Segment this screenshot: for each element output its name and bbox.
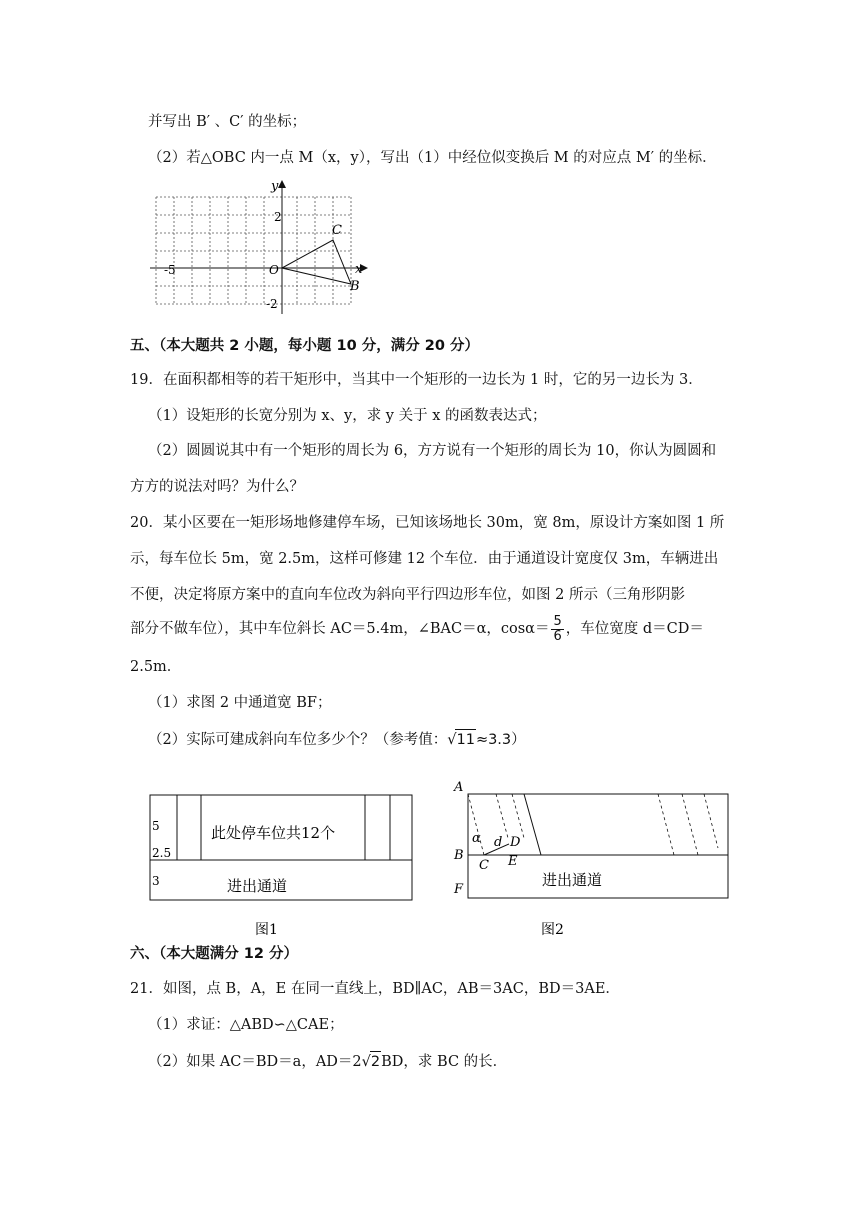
- question-19: 19．在面积都相等的若干矩形中，当其中一个矩形的一边长为 1 时，它的另一边长为 3．: [130, 372, 703, 388]
- question-18-line: 并写出 B′ 、C′ 的坐标；: [148, 114, 307, 130]
- tick-neg2: -2: [266, 297, 278, 311]
- fig1-side-5: 5: [152, 819, 160, 833]
- fig2-point-a: A: [454, 780, 464, 795]
- fig2-caption: 图2: [541, 922, 564, 938]
- fig2-point-b: B: [454, 848, 464, 863]
- fig2-point-d: D: [510, 835, 521, 850]
- sqrt-radicand: 11: [455, 729, 475, 750]
- fig2-d-label: d: [494, 835, 503, 850]
- origin-label: O: [269, 263, 279, 277]
- question-21: 21．如图，点 B，A，E 在同一直线上，BD∥AC，AB＝3AC，BD＝3AE．: [130, 981, 620, 997]
- fig2-point-c: C: [479, 858, 489, 873]
- fig2-point-f: F: [454, 882, 464, 897]
- q20-part2-suffix: ≈3.3）: [475, 732, 526, 748]
- fig1-road-label: 进出通道: [227, 877, 288, 895]
- q21-part2-suffix: BD，求 BC 的长．: [381, 1054, 508, 1070]
- question-20-line2: 示，每车位长 5m，宽 2.5m，这样可修建 12 个车位．由于通道设计宽度仅 3m，车辆进出: [130, 551, 719, 567]
- fig2-alpha: α: [472, 831, 481, 846]
- question-18-part2: （2）若△OBC 内一点 M（x，y），写出（1）中经位似变换后 M 的对应点 M′ 的坐标．: [148, 150, 717, 166]
- fig2-point-e: E: [508, 854, 518, 869]
- question-19-part2a: （2）圆圆说其中有一个矩形的周长为 6，方方说有一个矩形的周长为 10，你认为圆圆和: [148, 443, 717, 459]
- question-19-part2b: 方方的说法对吗？为什么？: [130, 479, 304, 495]
- section-5-heading: 五、（本大题共 2 小题，每小题 10 分，满分 20 分）: [130, 338, 479, 354]
- fig1-caption: 图1: [255, 922, 278, 938]
- sqrt-symbol-2: √: [361, 1054, 371, 1070]
- question-20-line5: 2.5m．: [130, 659, 182, 675]
- y-axis-label: y: [271, 179, 279, 194]
- x-axis-label: x: [355, 262, 363, 277]
- question-20-line1: 20．某小区要在一矩形场地修建停车场，已知该场地长 30m，宽 8m，原设计方案如图 1 所: [130, 515, 725, 531]
- question-20-line3: 不便，决定将原方案中的直向车位改为斜向平行四边形车位，如图 2 所示（三角形阴影: [130, 587, 685, 603]
- cos-fraction: [551, 615, 563, 644]
- fraction-numerator: 5: [553, 613, 562, 629]
- question-20-line4: [130, 613, 704, 645]
- tick-2: 2: [274, 210, 282, 224]
- fig2-road-label: 进出通道: [542, 871, 603, 889]
- question-21-part1: （1）求证：△ABD∽△CAE；: [148, 1017, 344, 1033]
- question-20-part2: [148, 729, 526, 750]
- section-6-heading: 六、（本大题满分 12 分）: [130, 946, 299, 962]
- coordinate-grid-figure: [148, 176, 373, 316]
- figure-1: [145, 790, 420, 940]
- question-19-part1: （1）设矩形的长宽分别为 x、y，求 y 关于 x 的函数表达式；: [148, 408, 547, 424]
- tick-neg5: -5: [164, 263, 176, 277]
- point-b-label: B: [350, 279, 360, 294]
- question-20-part1: （1）求图 2 中通道宽 BF；: [148, 695, 332, 711]
- sqrt-radicand-2: 2: [370, 1051, 381, 1072]
- q20-part2-prefix: （2）实际可建成斜向车位多少个？（参考值：: [148, 732, 448, 748]
- q20-line4-suffix: ，车位宽度 d＝CD＝: [565, 621, 704, 637]
- fig1-side-3: 3: [152, 874, 160, 888]
- fig1-parking-label: 此处停车位共12个: [211, 824, 336, 842]
- q20-line4-prefix: 部分不做车位），其中车位斜长 AC＝5.4m，∠BAC＝α，cosα＝: [130, 621, 550, 637]
- sqrt-symbol: √: [447, 732, 457, 748]
- figure-2: [446, 776, 736, 940]
- question-21-part2: [148, 1051, 507, 1072]
- point-c-label: C: [332, 223, 342, 238]
- fig1-side-2-5: 2.5: [152, 846, 172, 860]
- fraction-denominator: 6: [553, 628, 562, 644]
- q21-part2-prefix: （2）如果 AC＝BD＝a，AD＝2: [148, 1054, 362, 1070]
